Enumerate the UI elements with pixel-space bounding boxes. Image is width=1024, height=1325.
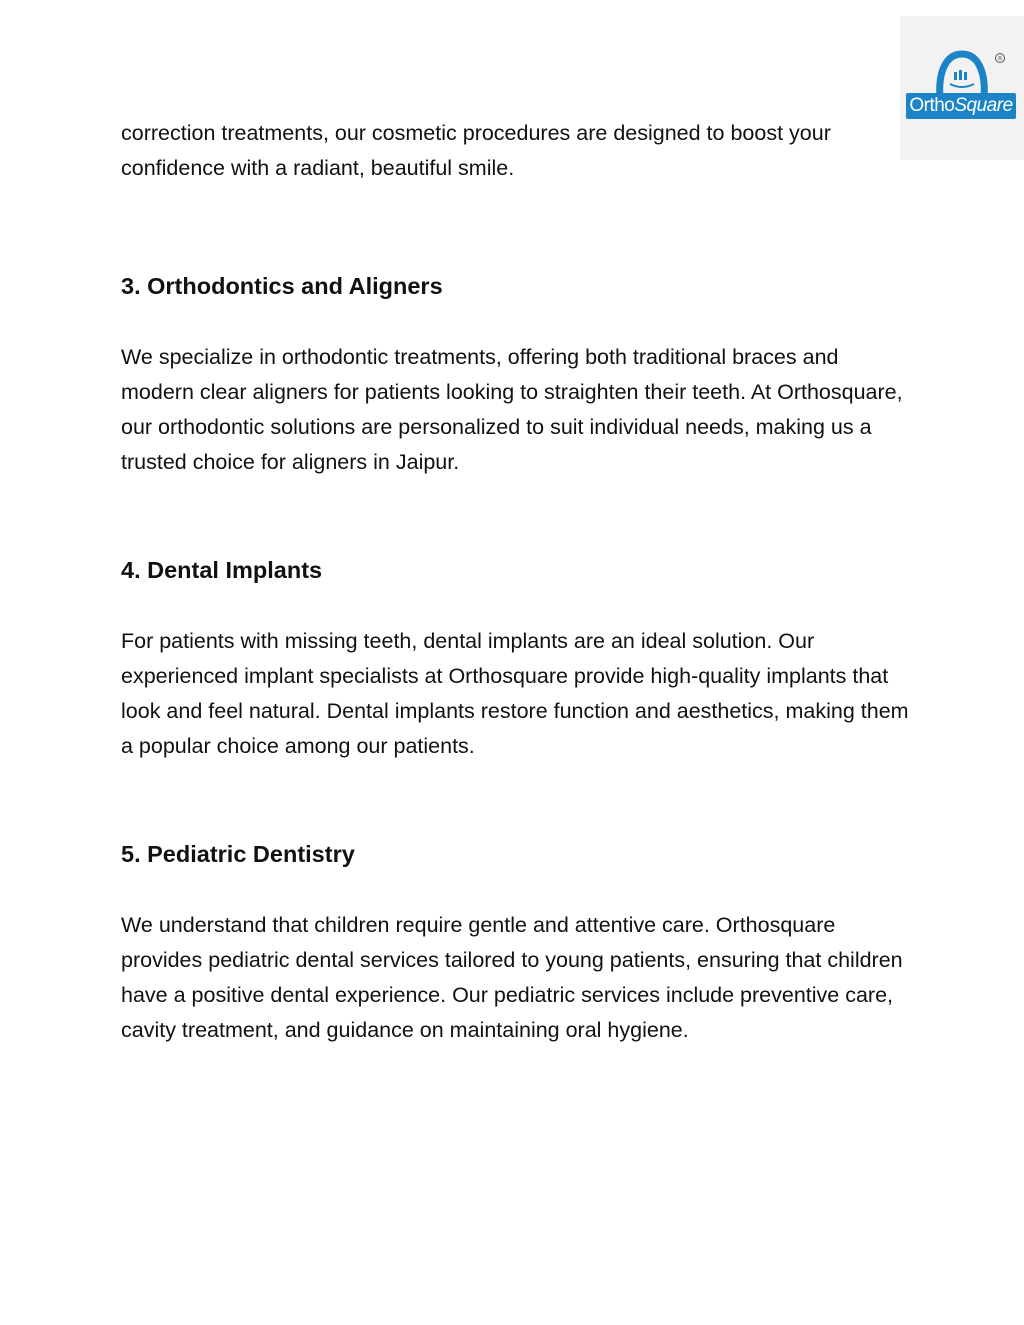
orthosquare-logo [900, 16, 1024, 160]
section-paragraph-orthodontics: We specialize in orthodontic treatments, offering both traditional braces and modern clear aligners for patients looking to straighten their teeth. At Orthosquare, our orthodontic solutions are personalized to suit individual needs, making us a trusted choice for aligners in Jaipur. [121, 345, 903, 474]
section-heading-orthodontics: 3. Orthodontics and Aligners [121, 273, 443, 299]
logo-text-primary: Ortho [909, 95, 955, 116]
section-paragraph-pediatric-dentistry: We understand that children require gentle and attentive care. Orthosquare provides pediatric dental services tailored to young patients, ensuring that children have a positive dental experience. Our pediatric services include preventive care, cavity treatment, and guidance on maintaining oral hygiene. [121, 913, 903, 1042]
intro-paragraph: correction treatments, our cosmetic procedures are designed to boost your confidence with a radiant, beautiful smile. [121, 121, 831, 180]
document-content [121, 116, 911, 1048]
section-paragraph-dental-implants: For patients with missing teeth, dental implants are an ideal solution. Our experienced implant specialists at Orthosquare provide high-quality implants that look and feel natural. Dental implants restore function and aesthetics, making them a popular choice among our patients. [121, 629, 909, 758]
registered-mark: ® [997, 55, 1003, 63]
logo-wordmark [906, 93, 1016, 119]
section-heading-dental-implants: 4. Dental Implants [121, 557, 323, 583]
logo-text-secondary: Square [954, 95, 1013, 116]
section-heading-pediatric-dentistry: 5. Pediatric Dentistry [121, 841, 355, 867]
